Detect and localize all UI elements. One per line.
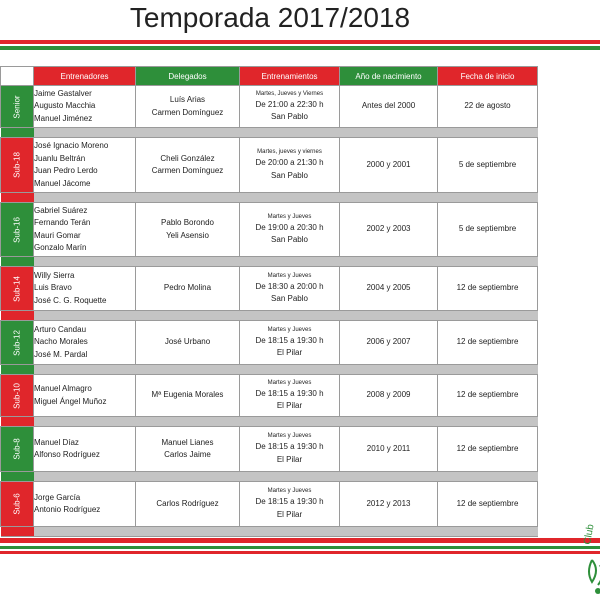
delegate-name: Yeli Asensio: [166, 230, 209, 240]
category-label: Senior: [12, 94, 22, 119]
coach-name: José Ignacio Moreno: [34, 141, 109, 150]
delegates-cell: [136, 86, 240, 128]
category-row: [1, 427, 538, 472]
coach-name: Jorge García: [34, 492, 81, 502]
separator-cell: [34, 527, 538, 537]
category-label: Sub-14: [12, 275, 22, 302]
training-time: De 19:00 a 20:30 h: [255, 222, 324, 232]
delegate-name: Cheli González: [160, 153, 215, 163]
coaches-cell: [34, 375, 136, 417]
separator-cell: [1, 193, 34, 203]
delegates-cell: [136, 267, 240, 311]
category-row: [1, 267, 538, 311]
category-label: Sub-12: [12, 329, 22, 356]
schedule-table: [0, 66, 538, 537]
category-row: [1, 203, 538, 257]
coach-name: Manuel Jácome: [34, 178, 91, 188]
club-logo-text: Club: [582, 523, 597, 546]
birth-year-cell: 2008 y 2009: [340, 375, 438, 417]
training-time: De 18:15 a 19:30 h: [255, 442, 324, 451]
delegate-name: Mª Eugenia Morales: [151, 390, 224, 400]
training-time: De 18:15 a 19:30 h: [255, 388, 324, 398]
row-separator: [1, 365, 538, 375]
category-cell: [1, 427, 34, 472]
separator-cell: [1, 311, 34, 321]
training-cell: [240, 321, 340, 365]
category-row: [1, 86, 538, 128]
training-cell: [240, 482, 340, 527]
coach-name: Jaime Gastalver: [34, 88, 92, 98]
training-venue: El Pilar: [276, 454, 303, 464]
delegate-name: Carmen Domínguez: [151, 107, 224, 117]
training-venue: El Pilar: [276, 401, 303, 410]
top-decorative-stripes: [0, 40, 600, 50]
category-label: Sub-16: [12, 216, 22, 243]
row-separator: [1, 527, 538, 537]
coach-name: Arturo Candau: [34, 324, 87, 334]
birth-year-cell: Antes del 2000: [340, 86, 438, 128]
bottom-decorative-stripes: [0, 538, 600, 554]
coach-name: Antonio Rodríguez: [34, 505, 101, 514]
separator-cell: [1, 417, 34, 427]
training-time: De 18:15 a 19:30 h: [255, 497, 324, 506]
coaches-cell: [34, 86, 136, 128]
training-venue: San Pablo: [271, 294, 308, 303]
delegate-name: Carlos Jaime: [164, 450, 211, 459]
separator-cell: [34, 311, 538, 321]
separator-cell: [34, 193, 538, 203]
coach-name: José M. Pardal: [34, 349, 88, 359]
header-delegates: Delegados: [136, 67, 240, 86]
training-venue: San Pablo: [271, 235, 308, 244]
header-birth-year: Año de nacimiento: [340, 67, 438, 86]
separator-cell: [34, 472, 538, 482]
category-row: [1, 482, 538, 527]
row-separator: [1, 311, 538, 321]
category-cell: [1, 375, 34, 417]
row-separator: [1, 257, 538, 267]
delegates-cell: [136, 321, 240, 365]
start-date-cell: 12 de septiembre: [438, 267, 538, 311]
training-cell: [240, 138, 340, 193]
training-venue: El Pilar: [276, 348, 303, 357]
training-days: Martes y Jueves: [267, 433, 312, 439]
coach-name: Augusto Macchia: [34, 101, 96, 111]
training-cell: [240, 267, 340, 311]
training-cell: [240, 86, 340, 128]
separator-cell: [1, 527, 34, 537]
coach-name: Juan Pedro Lerdo: [34, 166, 98, 175]
coach-name: José C. G. Roquette: [34, 295, 107, 305]
coach-name: Manuel Díaz: [34, 437, 79, 447]
header-row: [1, 67, 538, 86]
row-separator: [1, 472, 538, 482]
category-cell: [1, 482, 34, 527]
training-venue: El Pilar: [276, 509, 303, 519]
birth-year-cell: 2010 y 2011: [340, 427, 438, 472]
category-row: [1, 321, 538, 365]
delegates-cell: [136, 427, 240, 472]
coaches-cell: [34, 321, 136, 365]
training-time: De 21:00 a 22:30 h: [255, 99, 324, 109]
delegates-cell: [136, 482, 240, 527]
coach-name: Fernando Terán: [34, 218, 91, 227]
coaches-cell: [34, 203, 136, 257]
training-days: Martes y Jueves: [267, 326, 312, 333]
delegates-cell: [136, 203, 240, 257]
training-days: Martes y Jueves: [267, 488, 312, 494]
training-venue: San Pablo: [271, 112, 308, 121]
coaches-cell: [34, 482, 136, 527]
delegate-name: Carlos Rodríguez: [156, 498, 219, 508]
birth-year-cell: 2004 y 2005: [340, 267, 438, 311]
category-label: Sub-18: [12, 152, 22, 178]
coaches-cell: [34, 138, 136, 193]
delegates-cell: [136, 138, 240, 193]
coach-name: Alfonso Rodríguez: [34, 450, 100, 459]
row-separator: [1, 128, 538, 138]
category-cell: [1, 138, 34, 193]
category-label: Sub-6: [12, 493, 22, 515]
coach-name: Willy Sierra: [34, 270, 75, 280]
start-date-cell: 12 de septiembre: [438, 375, 538, 417]
start-date-cell: 22 de agosto: [438, 86, 538, 128]
header-start-date: Fecha de inicio: [438, 67, 538, 86]
coach-name: Juanlu Beltrán: [34, 153, 86, 163]
header-coaches: Entrenadores: [34, 67, 136, 86]
coach-name: Nacho Morales: [34, 337, 88, 347]
separator-cell: [1, 365, 34, 375]
separator-cell: [1, 257, 34, 267]
birth-year-cell: 2000 y 2001: [340, 138, 438, 193]
coaches-cell: [34, 427, 136, 472]
delegate-name: Manuel Lianes: [161, 437, 214, 447]
category-cell: [1, 86, 34, 128]
start-date-cell: 12 de septiembre: [438, 427, 538, 472]
category-row: [1, 138, 538, 193]
club-logo: [572, 505, 600, 595]
training-cell: [240, 427, 340, 472]
start-date-cell: 5 de septiembre: [438, 203, 538, 257]
page-title: Temporada 2017/2018: [129, 2, 411, 33]
birth-year-cell: 2012 y 2013: [340, 482, 438, 527]
coach-name: Manuel Almagro: [34, 384, 92, 393]
delegate-name: Pablo Borondo: [161, 218, 214, 227]
row-separator: [1, 193, 538, 203]
coaches-cell: [34, 267, 136, 311]
coach-name: Gabriel Suárez: [34, 205, 88, 215]
row-separator: [1, 417, 538, 427]
start-date-cell: 12 de septiembre: [438, 482, 538, 527]
delegates-cell: [136, 375, 240, 417]
category-cell: [1, 267, 34, 311]
category-label: Sub-8: [12, 438, 22, 460]
training-cell: [240, 203, 340, 257]
training-cell: [240, 375, 340, 417]
separator-cell: [34, 417, 538, 427]
header-trainings: Entrenamientos: [240, 67, 340, 86]
delegate-name: José Urbano: [164, 337, 211, 347]
coach-name: Mauri Gomar: [34, 230, 81, 240]
training-time: De 18:15 a 19:30 h: [255, 335, 324, 345]
training-days: Martes y Jueves: [267, 379, 312, 386]
separator-cell: [34, 128, 538, 138]
training-days: Martes, jueves y viernes: [257, 149, 322, 155]
category-cell: [1, 321, 34, 365]
category-cell: [1, 203, 34, 257]
birth-year-cell: 2006 y 2007: [340, 321, 438, 365]
header-corner: [1, 67, 34, 86]
training-days: Martes y Jueves: [267, 213, 312, 220]
delegate-name: Carmen Domínguez: [151, 166, 224, 175]
coach-name: Manuel Jiménez: [34, 113, 93, 123]
training-time: De 20:00 a 21:30 h: [255, 158, 324, 167]
category-row: [1, 375, 538, 417]
training-time: De 18:30 a 20:00 h: [255, 281, 324, 291]
separator-cell: [34, 257, 538, 267]
separator-cell: [1, 472, 34, 482]
start-date-cell: 5 de septiembre: [438, 138, 538, 193]
coach-name: Luis Bravo: [34, 283, 72, 293]
birth-year-cell: 2002 y 2003: [340, 203, 438, 257]
separator-cell: [1, 128, 34, 138]
start-date-cell: 12 de septiembre: [438, 321, 538, 365]
delegate-name: Pedro Molina: [163, 283, 212, 293]
coach-name: Gonzalo Marín: [34, 243, 87, 252]
category-label: Sub-10: [12, 382, 22, 409]
training-days: Martes, Jueves y Viernes: [255, 90, 324, 97]
training-days: Martes y Jueves: [267, 272, 312, 279]
delegate-name: Luís Arias: [169, 95, 206, 104]
separator-cell: [34, 365, 538, 375]
coach-name: Miguel Ángel Muñoz: [34, 396, 107, 406]
training-venue: San Pablo: [271, 170, 308, 180]
